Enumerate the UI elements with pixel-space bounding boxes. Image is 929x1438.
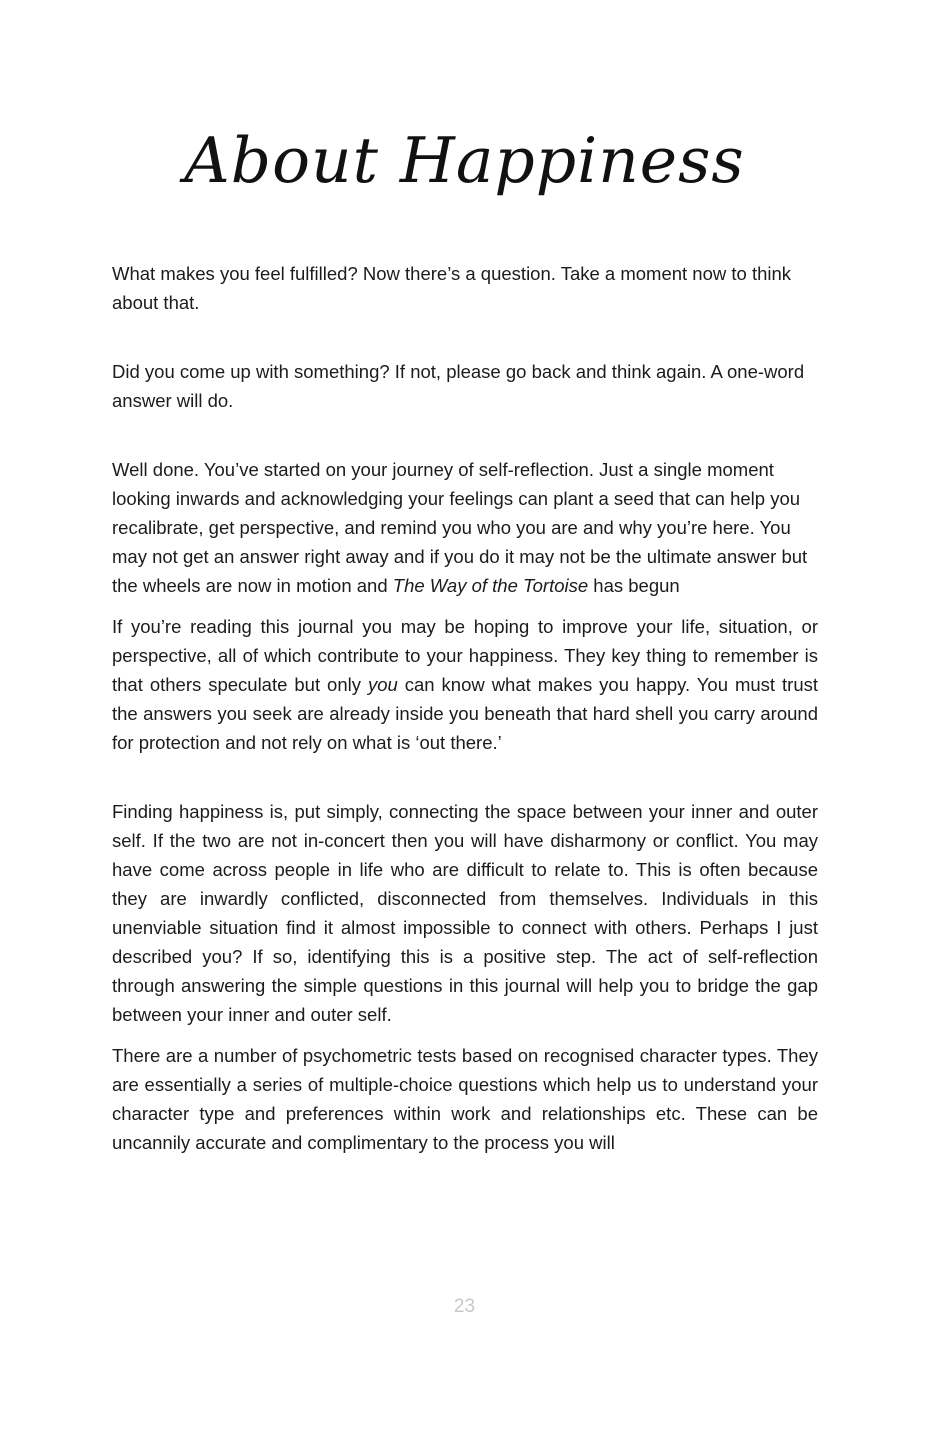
paragraph [112,612,818,757]
page-number: 23 [453,1296,476,1317]
text-run: Finding happiness is, put simply, connecting the space between your inner and outer self. If the two are not in-concert then you will have disharmony or conflict. You may have come across people in life who are difficult to relate to. This is often because they are inwardly conflicted, disconnected from themselves. Individuals in this unenviable situation find it almost impossible to connect with others. Perhaps I just described you? If so, identifying this is a positive step. The act of self-reflection through answering the simple questions in this journal will help you to bridge the gap between your inner and outer self. [112,801,818,1025]
text-run: If you’re reading this journal you may be hoping to improve your life, situation, or perspective, all of which contribute to your happiness. They key thing to remember is that others speculate but only [112,616,818,695]
chapter-title: About Happiness [184,124,745,197]
document-page [0,124,929,1438]
italic-text-run: you [367,674,398,695]
text-run: can know what makes you happy. You must trust the answers you seek are already inside you beneath that hard shell you carry around for protection and not rely on what is ‘out there.’ [112,674,818,753]
paragraph [112,1041,818,1157]
paragraph [112,797,818,1029]
text-run: has begun [588,575,680,596]
text-run: There are a number of psychometric tests based on recognised character types. They are essentially a series of multiple-choice questions which help us to understand your character type and preferences within work and relationships etc. These can be uncannily accurate and complimentary to the process you will [112,1045,818,1153]
italic-text-run: The Way of the Tortoise [392,575,589,596]
paragraph [112,259,818,317]
text-run: Well done. You’ve started on your journey of self-reflection. Just a single moment looking inwards and acknowledging your feelings can plant a seed that can help you recalibrate, get perspective, and remind you who you are and why you’re here. You may not get an answer right away and if you do it may not be the ultimate answer but the wheels are now in motion and [112,459,808,596]
text-run: What makes you feel fulfilled? Now there’s a question. Take a moment now to think about that. [112,263,792,313]
body-text [112,259,818,1157]
text-run: Did you come up with something? If not, please go back and think again. A one-word answer will do. [112,361,805,411]
paragraph [112,357,818,415]
paragraph [112,455,818,600]
